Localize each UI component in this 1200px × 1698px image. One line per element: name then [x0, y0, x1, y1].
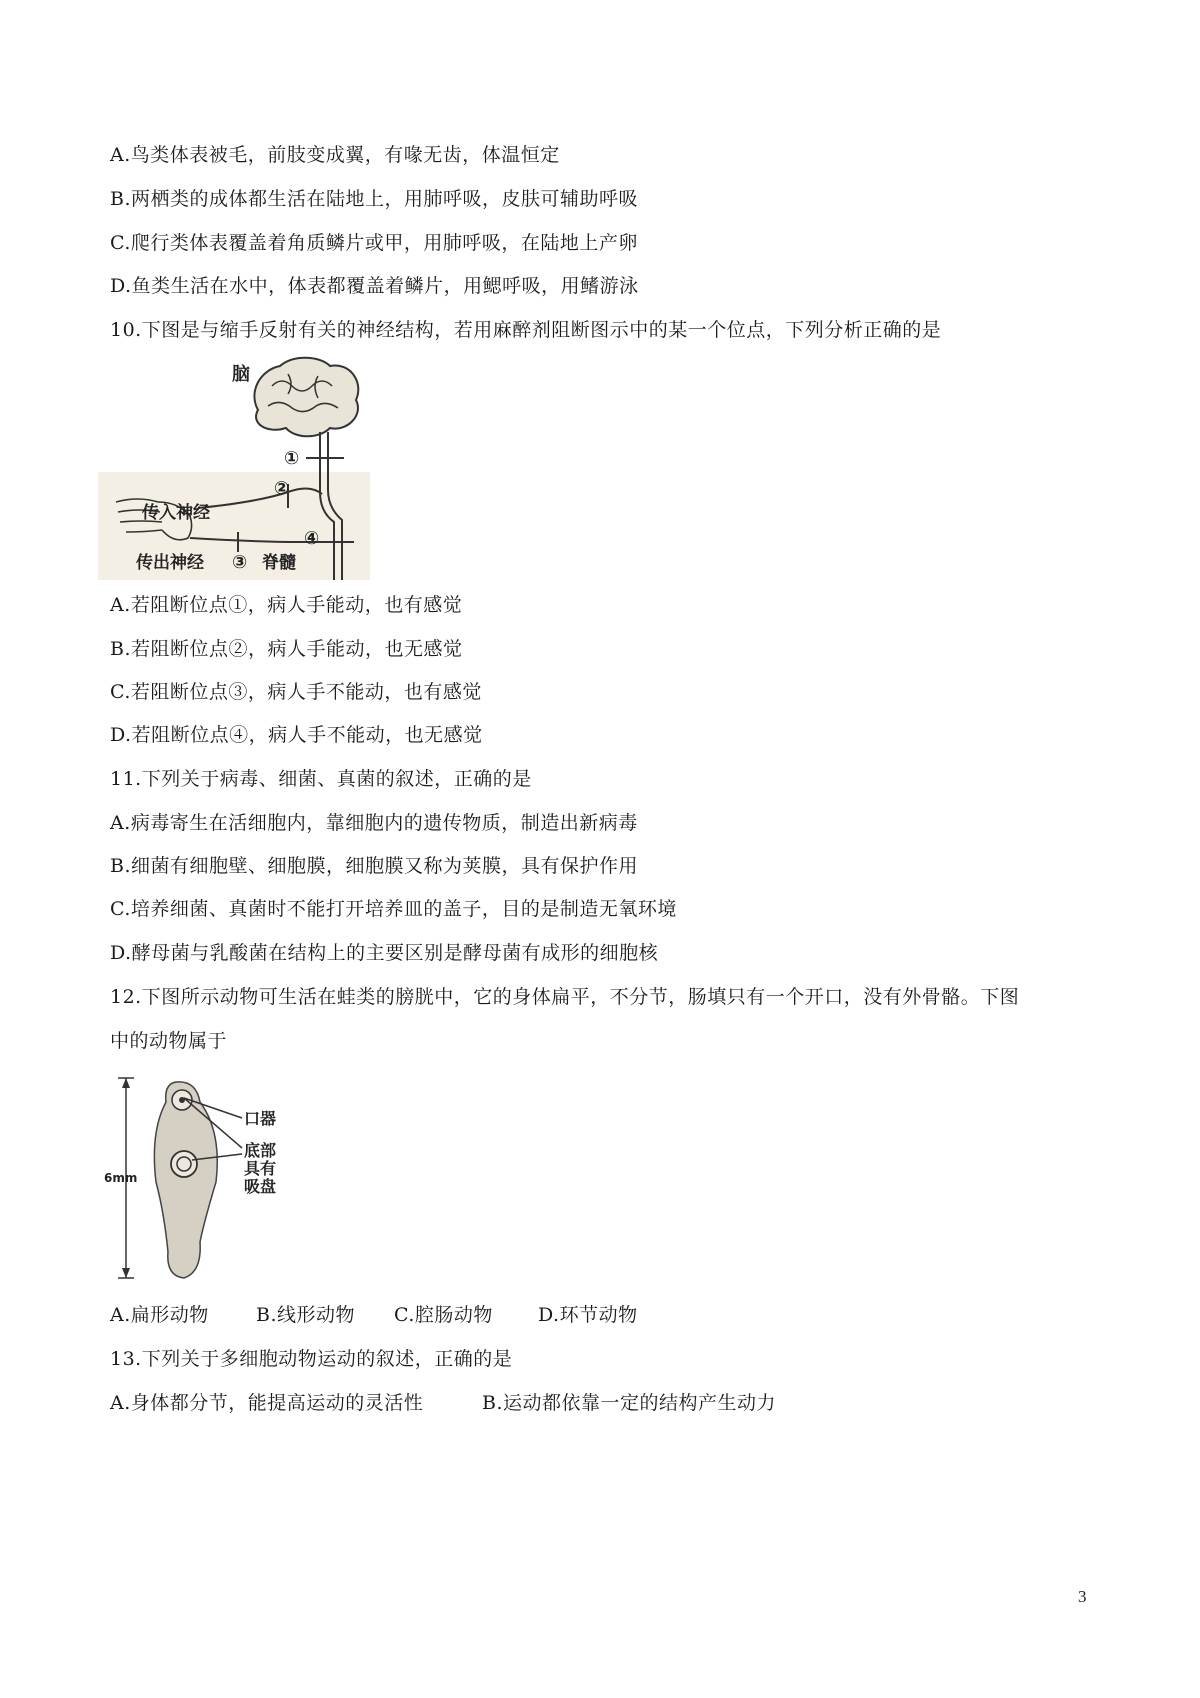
efferent-nerve-label: 传出神经	[136, 553, 204, 573]
q11-option-a: A.病毒寄生在活细胞内，靠细胞内的遗传物质，制造出新病毒	[110, 812, 638, 834]
reflex-arc-figure	[98, 352, 370, 580]
q12-stem-line-1: 12.下图所示动物可生活在蛙类的膀胱中，它的身体扁平，不分节，肠填只有一个开口，没有外骨骼。下图	[110, 986, 1020, 1008]
q9-option-b: B.两栖类的成体都生活在陆地上，用肺呼吸，皮肤可辅助呼吸	[110, 188, 639, 210]
afferent-nerve-label: 传入神经	[142, 503, 210, 523]
q13-option-a: A.身体都分节，能提高运动的灵活性	[110, 1392, 424, 1414]
q11-stem: 11.下列关于病毒、细菌、真菌的叙述，正确的是	[110, 768, 532, 790]
q12-option-b: B.线形动物	[256, 1304, 356, 1326]
q13-stem: 13.下列关于多细胞动物运动的叙述，正确的是	[110, 1348, 513, 1370]
length-label: 6mm	[104, 1171, 138, 1185]
q9-option-c: C.爬行类体表覆盖着角质鳞片或甲，用肺呼吸，在陆地上产卵	[110, 232, 638, 254]
q12-option-c: C.腔肠动物	[394, 1304, 493, 1326]
sucker-label-2: 具有	[244, 1159, 277, 1178]
q13-option-b: B.运动都依靠一定的结构产生动力	[482, 1392, 777, 1414]
point-3-label: ③	[232, 552, 248, 573]
q10-option-b: B.若阻断位点②，病人手能动，也无感觉	[110, 638, 463, 660]
page-number: 3	[1078, 1587, 1087, 1606]
sucker-label-3: 吸盘	[244, 1177, 277, 1196]
q9-option-d: D.鱼类生活在水中，体表都覆盖着鳞片，用鳃呼吸，用鳍游泳	[110, 275, 639, 297]
q9-option-a: A.鸟类体表被毛，前肢变成翼，有喙无齿，体温恒定	[110, 144, 560, 166]
point-1-label: ①	[284, 448, 300, 469]
point-4-label: ④	[304, 528, 320, 549]
sucker-label-1: 底部	[244, 1141, 277, 1160]
q11-option-d: D.酵母菌与乳酸菌在结构上的主要区别是酵母菌有成形的细胞核	[110, 942, 659, 964]
q12-stem-line-2: 中的动物属于	[110, 1030, 228, 1052]
flatworm-figure	[104, 1072, 304, 1286]
q10-option-a: A.若阻断位点①，病人手能动，也有感觉	[110, 594, 463, 616]
spinal-cord-label: 脊髓	[262, 553, 296, 573]
q10-stem: 10.下图是与缩手反射有关的神经结构，若用麻醉剂阻断图示中的某一个位点，下列分析正确的是	[110, 319, 942, 341]
q12-options	[110, 1302, 910, 1328]
q11-option-b: B.细菌有细胞壁、细胞膜，细胞膜又称为荚膜，具有保护作用	[110, 855, 639, 877]
q10-option-c: C.若阻断位点③，病人手不能动，也有感觉	[110, 681, 482, 703]
sucker-inner	[177, 1157, 191, 1171]
worm-body	[154, 1082, 217, 1278]
q13-options	[110, 1390, 910, 1416]
q12-option-a: A.扁形动物	[110, 1304, 209, 1326]
q10-option-d: D.若阻断位点④，病人手不能动，也无感觉	[110, 724, 483, 746]
reflex-arc-diagram	[98, 352, 370, 580]
q11-option-c: C.培养细菌、真菌时不能打开培养皿的盖子，目的是制造无氧环境	[110, 898, 677, 920]
mouth-label: 口器	[244, 1109, 277, 1128]
brain-icon	[254, 358, 358, 437]
brain-label: 脑	[232, 364, 250, 385]
length-arrow-bottom	[122, 1268, 130, 1278]
length-arrow-top	[122, 1078, 130, 1088]
q12-option-d: D.环节动物	[538, 1304, 638, 1326]
flatworm-diagram	[104, 1072, 304, 1286]
point-2-label: ②	[274, 478, 290, 499]
